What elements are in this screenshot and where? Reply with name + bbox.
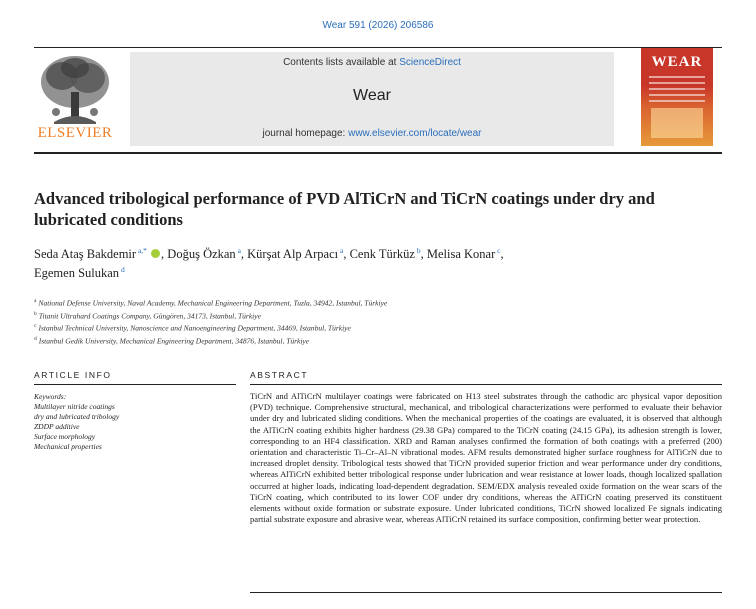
article-title: Advanced tribological performance of PVD AlTiCrN and TiCrN coatings under dry and lubricated conditions xyxy=(34,189,655,229)
orcid-icon[interactable] xyxy=(151,249,160,258)
affiliation-item xyxy=(34,334,674,347)
author-affiliation-marker[interactable]: a xyxy=(338,245,344,255)
author-affiliation-marker[interactable]: a,* xyxy=(136,245,147,255)
cover-title: WEAR xyxy=(651,54,703,70)
author-name: Doğuş Özkan xyxy=(167,247,236,261)
abstract-rule xyxy=(250,384,722,385)
author-separator: , xyxy=(161,247,168,261)
author-affiliation-marker[interactable]: d xyxy=(119,264,125,274)
abstract-text: TiCrN and AlTiCrN multilayer coatings were fabricated on H13 steel substrates through the cathodic arc physical vapor deposition (PVD) technique. Comprehensive structural, mechanical, and tribological characterizations were performed to evaluate their behavior under dry and lubricated sliding conditions. When the mechanical properties of the coatings are evaluated, it is observed that although the AlTiCrN coating exhibits higher hardness (29.38 GPa) compared to the TiCrN coating (24.15 GPa), its adhesion strength is lower, corresponding to an HF4 classification. XRD and Raman analyses confirmed the formation of both coatings with a preferred (200) orientation and characteristic Ti–Cr–Al–N vibrational modes. AFM results demonstrated higher surface roughness for AlTiCrN due to increased droplet density. Tribological tests showed that TiCrN provided superior friction and wear performance under dry conditions, whereas AlTiCrN exhibited better tribological response under lubrication and wear resistance at lower loads, though localized spallation occurred at higher loads, indicating load-dependent degradation. SEM/EDX analysis revealed oxide formation on the wear scars of the TiCrN coating, which contributed to its lower COF under dry conditions, whereas the AlTiCrN coating preserved its constituent elements without oxide formation or substrate exposure. Under lubricated conditions, TiCrN showed localized Fe signals indicating partial substrate exposure and abrasive wear, whereas AlTiCrN retained its surface composition, confirming better wear protection. xyxy=(250,391,722,525)
contents-line xyxy=(130,57,614,68)
author-name: Melisa Konar xyxy=(426,247,496,261)
author[interactable] xyxy=(167,247,241,261)
author-affiliation-marker[interactable]: b xyxy=(414,245,421,255)
article-info-rule xyxy=(34,384,236,385)
author-name: Egemen Sulukan xyxy=(34,266,120,280)
abstract-heading: ABSTRACT xyxy=(250,370,309,380)
header-bottom-rule xyxy=(34,152,722,154)
keyword-list xyxy=(34,402,234,452)
homepage-line xyxy=(130,128,614,139)
sciencedirect-link[interactable]: ScienceDirect xyxy=(399,57,461,68)
keyword-item: Multilayer nitride coatings xyxy=(34,402,115,411)
author-affiliation-marker[interactable]: c xyxy=(495,245,501,255)
affiliation-item xyxy=(34,321,674,334)
abstract-bottom-rule xyxy=(250,592,722,593)
author-affiliation-marker[interactable]: a xyxy=(235,245,241,255)
affiliation-list xyxy=(34,296,674,346)
affiliation-marker: d xyxy=(34,335,37,342)
affiliation-text: National Defense University, Naval Academy, Mechanical Engineering Department, Tuzla, 34942, Istanbul, Türkiye xyxy=(38,298,388,308)
journal-header-panel xyxy=(130,52,614,146)
article-info-heading: ARTICLE INFO xyxy=(34,370,112,380)
author-separator: , xyxy=(240,247,248,261)
affiliation-marker: b xyxy=(34,310,37,317)
cover-graphic xyxy=(651,108,703,138)
header-top-rule xyxy=(34,47,722,48)
affiliation-text: Titanit Ultrahard Coatings Company, Güngören, 34173, Istanbul, Türkiye xyxy=(38,311,261,320)
author-name: Cenk Türküz xyxy=(349,247,415,261)
cover-decoration xyxy=(649,76,705,106)
author-name: Kürşat Alp Arpacı xyxy=(247,247,339,261)
affiliation-marker: c xyxy=(34,323,37,329)
keyword-item: Mechanical properties xyxy=(34,442,102,451)
author[interactable] xyxy=(247,247,343,261)
keyword-item: ZDDP additive xyxy=(34,422,80,431)
author[interactable] xyxy=(34,266,125,280)
author-separator: , xyxy=(500,247,504,261)
journal-title: Wear xyxy=(353,87,391,104)
keyword-item: Surface morphology xyxy=(34,432,96,441)
author[interactable] xyxy=(350,247,421,261)
affiliation-item xyxy=(34,309,674,322)
author-separator: , xyxy=(420,247,427,261)
contents-prefix: Contents lists available at xyxy=(283,57,400,68)
journal-cover-image[interactable] xyxy=(641,48,713,146)
keywords-block xyxy=(34,392,234,452)
author[interactable] xyxy=(34,247,161,261)
citation-line[interactable]: Wear 591 (2026) 206586 xyxy=(322,20,434,31)
affiliation-text: Istanbul Gedik University, Mechanical Engineering Department, 34876, Istanbul, Türkiye xyxy=(38,336,310,345)
author[interactable] xyxy=(426,245,504,261)
publisher-name: ELSEVIER xyxy=(37,125,113,141)
affiliation-marker: a xyxy=(34,298,37,304)
keywords-label: Keywords: xyxy=(34,392,67,401)
keyword-item: dry and lubricated tribology xyxy=(34,412,120,421)
affiliation-text: Istanbul Technical University, Nanoscience and Nanoengineering Department, 34469, Istanbul, Türkiye xyxy=(38,323,351,333)
affiliation-item xyxy=(34,296,674,309)
author-separator: , xyxy=(343,247,350,261)
author-name: Seda Ataş Bakdemir xyxy=(34,247,137,261)
author-list xyxy=(34,245,674,283)
journal-homepage-link[interactable]: www.elsevier.com/locate/wear xyxy=(348,128,482,139)
homepage-prefix: journal homepage: xyxy=(262,128,349,139)
